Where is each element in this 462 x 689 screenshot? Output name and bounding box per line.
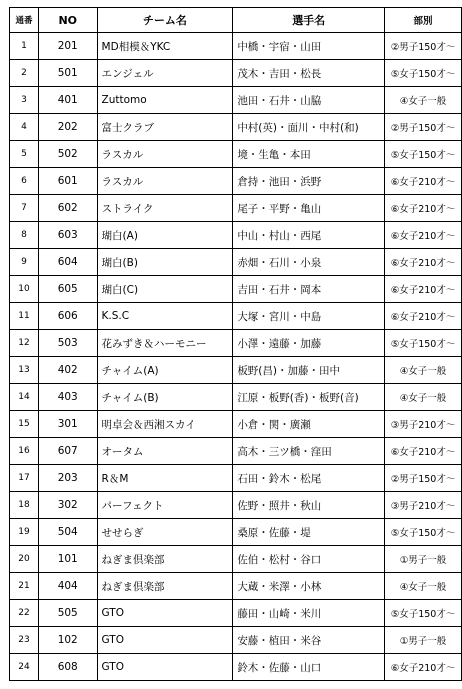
- cell-division: ⑤女子150才～: [385, 141, 462, 168]
- cell-seq: 4: [10, 114, 39, 141]
- cell-players: 池田・石井・山脇: [233, 87, 385, 114]
- cell-team: 瑚白(A): [97, 222, 233, 249]
- cell-no: 606: [38, 303, 97, 330]
- cell-seq: 5: [10, 141, 39, 168]
- cell-seq: 6: [10, 168, 39, 195]
- team-roster-table: [9, 7, 462, 681]
- table-row: [10, 411, 462, 438]
- cell-players: 佐伯・松村・谷口: [233, 546, 385, 573]
- cell-division: ④女子一般: [385, 357, 462, 384]
- cell-team: ラスカル: [97, 141, 233, 168]
- cell-players: 大塚・宮川・中島: [233, 303, 385, 330]
- cell-team: Zuttomo: [97, 87, 233, 114]
- cell-division: ①男子一般: [385, 627, 462, 654]
- cell-seq: 19: [10, 519, 39, 546]
- cell-seq: 23: [10, 627, 39, 654]
- cell-division: ①男子一般: [385, 546, 462, 573]
- cell-seq: 22: [10, 600, 39, 627]
- cell-players: 桑原・佐藤・堤: [233, 519, 385, 546]
- cell-team: 瑚白(B): [97, 249, 233, 276]
- cell-team: チャイム(A): [97, 357, 233, 384]
- cell-seq: 14: [10, 384, 39, 411]
- cell-no: 601: [38, 168, 97, 195]
- cell-team: ねぎま倶楽部: [97, 573, 233, 600]
- cell-team: GTO: [97, 627, 233, 654]
- table-row: [10, 249, 462, 276]
- table-row: [10, 438, 462, 465]
- cell-no: 605: [38, 276, 97, 303]
- cell-team: せせらぎ: [97, 519, 233, 546]
- cell-division: ⑥女子210才～: [385, 654, 462, 681]
- cell-players: 安藤・植田・米谷: [233, 627, 385, 654]
- table-row: [10, 573, 462, 600]
- cell-seq: 16: [10, 438, 39, 465]
- cell-team: 瑚白(C): [97, 276, 233, 303]
- cell-no: 102: [38, 627, 97, 654]
- cell-team: R＆M: [97, 465, 233, 492]
- cell-seq: 24: [10, 654, 39, 681]
- cell-players: 石田・鈴木・松尾: [233, 465, 385, 492]
- cell-team: 富士クラブ: [97, 114, 233, 141]
- cell-seq: 7: [10, 195, 39, 222]
- cell-players: 佐野・照井・秋山: [233, 492, 385, 519]
- cell-no: 101: [38, 546, 97, 573]
- table-row: [10, 141, 462, 168]
- cell-players: 小澤・遠藤・加藤: [233, 330, 385, 357]
- cell-no: 401: [38, 87, 97, 114]
- cell-division: ⑥女子210才～: [385, 303, 462, 330]
- cell-team: 花みずき＆ハーモニー: [97, 330, 233, 357]
- cell-seq: 17: [10, 465, 39, 492]
- cell-division: ⑤女子150才～: [385, 330, 462, 357]
- cell-no: 602: [38, 195, 97, 222]
- cell-team: ストライク: [97, 195, 233, 222]
- cell-players: 中橋・宇宿・山田: [233, 33, 385, 60]
- cell-no: 402: [38, 357, 97, 384]
- table-row: [10, 33, 462, 60]
- cell-seq: 8: [10, 222, 39, 249]
- cell-division: ③男子210才～: [385, 492, 462, 519]
- table-row: [10, 60, 462, 87]
- cell-team: ラスカル: [97, 168, 233, 195]
- cell-no: 301: [38, 411, 97, 438]
- cell-players: 大蔵・米澤・小林: [233, 573, 385, 600]
- table-row: [10, 357, 462, 384]
- cell-players: 中山・村山・西尾: [233, 222, 385, 249]
- header-players: 選手名: [233, 8, 385, 33]
- table-row: [10, 276, 462, 303]
- cell-no: 608: [38, 654, 97, 681]
- cell-seq: 15: [10, 411, 39, 438]
- cell-players: 小倉・関・廣瀬: [233, 411, 385, 438]
- cell-no: 202: [38, 114, 97, 141]
- cell-seq: 3: [10, 87, 39, 114]
- cell-players: 板野(昌)・加藤・田中: [233, 357, 385, 384]
- cell-team: オータム: [97, 438, 233, 465]
- cell-no: 603: [38, 222, 97, 249]
- header-row: [10, 8, 462, 33]
- table-row: [10, 195, 462, 222]
- header-seq: 通番: [10, 8, 39, 33]
- table-row: [10, 600, 462, 627]
- cell-team: MD相模＆YKC: [97, 33, 233, 60]
- cell-seq: 10: [10, 276, 39, 303]
- cell-team: ねぎま倶楽部: [97, 546, 233, 573]
- cell-team: チャイム(B): [97, 384, 233, 411]
- cell-division: ⑤女子150才～: [385, 519, 462, 546]
- table-row: [10, 627, 462, 654]
- cell-team: パーフェクト: [97, 492, 233, 519]
- cell-division: ②男子150才～: [385, 114, 462, 141]
- cell-no: 203: [38, 465, 97, 492]
- cell-players: 吉田・石井・岡本: [233, 276, 385, 303]
- table-row: [10, 222, 462, 249]
- team-roster-table-container: [9, 7, 462, 681]
- cell-players: 境・生亀・本田: [233, 141, 385, 168]
- cell-division: ④女子一般: [385, 384, 462, 411]
- cell-division: ⑥女子210才～: [385, 168, 462, 195]
- cell-seq: 18: [10, 492, 39, 519]
- cell-division: ③男子210才～: [385, 411, 462, 438]
- cell-players: 尾子・平野・亀山: [233, 195, 385, 222]
- cell-no: 502: [38, 141, 97, 168]
- table-row: [10, 654, 462, 681]
- cell-seq: 2: [10, 60, 39, 87]
- header-team: チーム名: [97, 8, 233, 33]
- cell-seq: 21: [10, 573, 39, 600]
- cell-division: ⑥女子210才～: [385, 249, 462, 276]
- cell-team: 明卓会＆西湘スカイ: [97, 411, 233, 438]
- cell-division: ⑥女子210才～: [385, 222, 462, 249]
- header-division: 部別: [385, 8, 462, 33]
- cell-no: 501: [38, 60, 97, 87]
- cell-team: エンジェル: [97, 60, 233, 87]
- cell-division: ②男子150才～: [385, 33, 462, 60]
- cell-players: 中村(英)・面川・中村(和): [233, 114, 385, 141]
- cell-players: 茂木・吉田・松長: [233, 60, 385, 87]
- cell-players: 赤畑・石川・小泉: [233, 249, 385, 276]
- cell-players: 江原・板野(香)・板野(音): [233, 384, 385, 411]
- cell-seq: 20: [10, 546, 39, 573]
- cell-division: ②男子150才～: [385, 465, 462, 492]
- table-row: [10, 465, 462, 492]
- cell-no: 404: [38, 573, 97, 600]
- cell-seq: 11: [10, 303, 39, 330]
- cell-seq: 13: [10, 357, 39, 384]
- table-row: [10, 303, 462, 330]
- cell-players: 高木・三ツ橋・窪田: [233, 438, 385, 465]
- cell-team: K.S.C: [97, 303, 233, 330]
- table-row: [10, 330, 462, 357]
- cell-seq: 9: [10, 249, 39, 276]
- cell-no: 505: [38, 600, 97, 627]
- cell-division: ④女子一般: [385, 573, 462, 600]
- cell-no: 504: [38, 519, 97, 546]
- table-row: [10, 168, 462, 195]
- table-row: [10, 384, 462, 411]
- table-row: [10, 87, 462, 114]
- cell-seq: 12: [10, 330, 39, 357]
- cell-players: 鈴木・佐藤・山口: [233, 654, 385, 681]
- cell-seq: 1: [10, 33, 39, 60]
- cell-division: ⑤女子150才～: [385, 60, 462, 87]
- table-row: [10, 114, 462, 141]
- cell-division: ⑥女子210才～: [385, 195, 462, 222]
- cell-no: 302: [38, 492, 97, 519]
- cell-team: GTO: [97, 600, 233, 627]
- cell-no: 607: [38, 438, 97, 465]
- cell-players: 倉持・池田・浜野: [233, 168, 385, 195]
- table-row: [10, 546, 462, 573]
- table-row: [10, 492, 462, 519]
- cell-players: 藤田・山崎・米川: [233, 600, 385, 627]
- cell-no: 604: [38, 249, 97, 276]
- cell-division: ④女子一般: [385, 87, 462, 114]
- table-row: [10, 519, 462, 546]
- cell-division: ⑥女子210才～: [385, 438, 462, 465]
- cell-team: GTO: [97, 654, 233, 681]
- cell-division: ⑥女子210才～: [385, 276, 462, 303]
- cell-no: 403: [38, 384, 97, 411]
- cell-division: ⑤女子150才～: [385, 600, 462, 627]
- header-no: NO: [38, 8, 97, 33]
- cell-no: 503: [38, 330, 97, 357]
- cell-no: 201: [38, 33, 97, 60]
- table-body: [10, 33, 462, 681]
